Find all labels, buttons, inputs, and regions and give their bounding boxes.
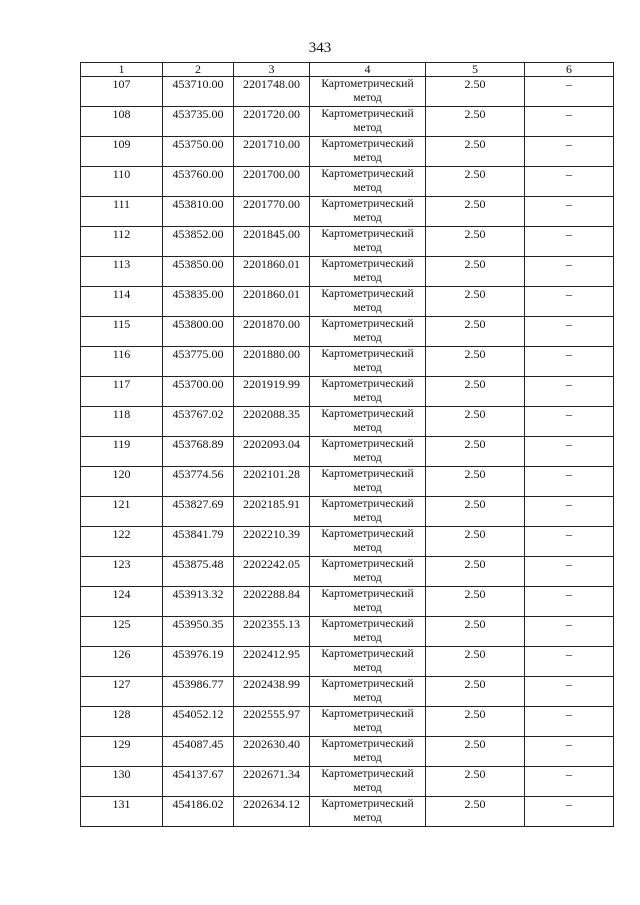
accuracy: 2.50	[426, 587, 525, 617]
note: –	[525, 437, 614, 467]
method-cell	[310, 467, 426, 497]
point-number: 131	[81, 797, 163, 827]
coord-y: 2202185.91	[234, 497, 310, 527]
method-line-2: метод	[353, 92, 382, 104]
method-line-1: Картометрический	[321, 528, 414, 540]
table-row	[81, 137, 614, 167]
coord-x: 453700.00	[163, 377, 234, 407]
point-number: 129	[81, 737, 163, 767]
point-number: 130	[81, 767, 163, 797]
method-cell	[310, 677, 426, 707]
method-line-2: метод	[353, 392, 382, 404]
point-number: 124	[81, 587, 163, 617]
table-header	[81, 63, 614, 77]
note: –	[525, 197, 614, 227]
coord-x: 453827.69	[163, 497, 234, 527]
method-line-1: Картометрический	[321, 618, 414, 630]
table-row	[81, 707, 614, 737]
table-row	[81, 797, 614, 827]
coord-y: 2201880.00	[234, 347, 310, 377]
coord-x: 453800.00	[163, 317, 234, 347]
method-line-2: метод	[353, 212, 382, 224]
note: –	[525, 287, 614, 317]
method-line-2: метод	[353, 242, 382, 254]
method-line-2: метод	[353, 542, 382, 554]
note: –	[525, 527, 614, 557]
point-number: 121	[81, 497, 163, 527]
note: –	[525, 227, 614, 257]
method-line-1: Картометрический	[321, 258, 414, 270]
method-line-1: Картометрический	[321, 768, 414, 780]
coord-x: 453852.00	[163, 227, 234, 257]
table-row	[81, 737, 614, 767]
method-cell	[310, 797, 426, 827]
method-line-1: Картометрический	[321, 318, 414, 330]
accuracy: 2.50	[426, 677, 525, 707]
method-cell	[310, 347, 426, 377]
method-cell	[310, 257, 426, 287]
note: –	[525, 257, 614, 287]
header-col-6: 6	[525, 63, 614, 77]
point-number: 119	[81, 437, 163, 467]
coord-y: 2202093.04	[234, 437, 310, 467]
coord-y: 2201700.00	[234, 167, 310, 197]
method-line-2: метод	[353, 692, 382, 704]
page-number: 343	[308, 40, 332, 56]
point-number: 116	[81, 347, 163, 377]
method-line-1: Картометрический	[321, 408, 414, 420]
coord-y: 2202101.28	[234, 467, 310, 497]
accuracy: 2.50	[426, 167, 525, 197]
point-number: 109	[81, 137, 163, 167]
method-cell	[310, 737, 426, 767]
header-col-5: 5	[426, 63, 525, 77]
method-line-1: Картометрический	[321, 498, 414, 510]
method-line-2: метод	[353, 332, 382, 344]
coord-x: 453913.32	[163, 587, 234, 617]
point-number: 113	[81, 257, 163, 287]
accuracy: 2.50	[426, 437, 525, 467]
coord-y: 2201710.00	[234, 137, 310, 167]
method-cell	[310, 107, 426, 137]
method-line-1: Картометрический	[321, 168, 414, 180]
method-cell	[310, 617, 426, 647]
method-line-1: Картометрический	[321, 438, 414, 450]
coord-x: 453976.19	[163, 647, 234, 677]
accuracy: 2.50	[426, 317, 525, 347]
method-line-2: метод	[353, 272, 382, 284]
method-line-1: Картометрический	[321, 198, 414, 210]
accuracy: 2.50	[426, 137, 525, 167]
coord-x: 453850.00	[163, 257, 234, 287]
accuracy: 2.50	[426, 797, 525, 827]
coordinates-table	[80, 62, 614, 827]
method-line-2: метод	[353, 602, 382, 614]
method-cell	[310, 437, 426, 467]
note: –	[525, 377, 614, 407]
method-line-2: метод	[353, 482, 382, 494]
coord-y: 2201860.01	[234, 257, 310, 287]
point-number: 127	[81, 677, 163, 707]
method-line-1: Картометрический	[321, 558, 414, 570]
coord-x: 453710.00	[163, 77, 234, 107]
accuracy: 2.50	[426, 497, 525, 527]
accuracy: 2.50	[426, 527, 525, 557]
table-row	[81, 197, 614, 227]
coord-y: 2201845.00	[234, 227, 310, 257]
coord-x: 453950.35	[163, 617, 234, 647]
point-number: 126	[81, 647, 163, 677]
coord-x: 453810.00	[163, 197, 234, 227]
note: –	[525, 407, 614, 437]
table-row	[81, 587, 614, 617]
point-number: 110	[81, 167, 163, 197]
table-row	[81, 377, 614, 407]
table-row	[81, 287, 614, 317]
method-cell	[310, 227, 426, 257]
accuracy: 2.50	[426, 407, 525, 437]
accuracy: 2.50	[426, 347, 525, 377]
accuracy: 2.50	[426, 107, 525, 137]
accuracy: 2.50	[426, 617, 525, 647]
accuracy: 2.50	[426, 707, 525, 737]
coord-x: 453986.77	[163, 677, 234, 707]
point-number: 111	[81, 197, 163, 227]
accuracy: 2.50	[426, 77, 525, 107]
table-row	[81, 677, 614, 707]
method-line-2: метод	[353, 122, 382, 134]
method-cell	[310, 647, 426, 677]
note: –	[525, 497, 614, 527]
table-row	[81, 347, 614, 377]
table-row	[81, 437, 614, 467]
method-cell	[310, 137, 426, 167]
method-line-2: метод	[353, 632, 382, 644]
coord-y: 2202438.99	[234, 677, 310, 707]
method-line-2: метод	[353, 452, 382, 464]
note: –	[525, 737, 614, 767]
coord-y: 2202555.97	[234, 707, 310, 737]
note: –	[525, 347, 614, 377]
method-line-1: Картометрический	[321, 588, 414, 600]
note: –	[525, 617, 614, 647]
note: –	[525, 767, 614, 797]
header-col-3: 3	[234, 63, 310, 77]
method-line-1: Картометрический	[321, 738, 414, 750]
note: –	[525, 707, 614, 737]
accuracy: 2.50	[426, 197, 525, 227]
point-number: 122	[81, 527, 163, 557]
coord-y: 2201919.99	[234, 377, 310, 407]
table-row	[81, 557, 614, 587]
note: –	[525, 77, 614, 107]
method-line-2: метод	[353, 512, 382, 524]
method-cell	[310, 377, 426, 407]
coord-y: 2201720.00	[234, 107, 310, 137]
point-number: 108	[81, 107, 163, 137]
note: –	[525, 797, 614, 827]
method-line-1: Картометрический	[321, 798, 414, 810]
method-line-2: метод	[353, 182, 382, 194]
coord-y: 2201770.00	[234, 197, 310, 227]
header-row	[81, 63, 614, 77]
coord-y: 2202355.13	[234, 617, 310, 647]
method-line-2: метод	[353, 302, 382, 314]
table-row	[81, 107, 614, 137]
method-cell	[310, 77, 426, 107]
note: –	[525, 107, 614, 137]
table-row	[81, 497, 614, 527]
coord-y: 2202630.40	[234, 737, 310, 767]
note: –	[525, 467, 614, 497]
method-line-1: Картометрический	[321, 468, 414, 480]
coord-y: 2201870.00	[234, 317, 310, 347]
accuracy: 2.50	[426, 377, 525, 407]
coord-x: 453835.00	[163, 287, 234, 317]
method-cell	[310, 167, 426, 197]
table-row	[81, 227, 614, 257]
method-line-1: Картометрический	[321, 108, 414, 120]
coord-y: 2202671.34	[234, 767, 310, 797]
accuracy: 2.50	[426, 467, 525, 497]
coord-y: 2201748.00	[234, 77, 310, 107]
method-line-2: метод	[353, 662, 382, 674]
table-row	[81, 527, 614, 557]
coord-y: 2202242.05	[234, 557, 310, 587]
method-cell	[310, 407, 426, 437]
note: –	[525, 677, 614, 707]
accuracy: 2.50	[426, 257, 525, 287]
note: –	[525, 587, 614, 617]
method-line-2: метод	[353, 782, 382, 794]
accuracy: 2.50	[426, 557, 525, 587]
method-cell	[310, 497, 426, 527]
coord-x: 453750.00	[163, 137, 234, 167]
method-cell	[310, 317, 426, 347]
note: –	[525, 317, 614, 347]
method-cell	[310, 287, 426, 317]
method-line-2: метод	[353, 152, 382, 164]
method-line-1: Картометрический	[321, 348, 414, 360]
point-number: 123	[81, 557, 163, 587]
point-number: 120	[81, 467, 163, 497]
coord-x: 453774.56	[163, 467, 234, 497]
coord-x: 453767.02	[163, 407, 234, 437]
note: –	[525, 557, 614, 587]
method-line-2: метод	[353, 752, 382, 764]
point-number: 115	[81, 317, 163, 347]
coord-y: 2202210.39	[234, 527, 310, 557]
coord-x: 453841.79	[163, 527, 234, 557]
method-line-2: метод	[353, 422, 382, 434]
table-row	[81, 767, 614, 797]
coord-x: 454052.12	[163, 707, 234, 737]
coord-y: 2202412.95	[234, 647, 310, 677]
method-cell	[310, 527, 426, 557]
coord-x: 453768.89	[163, 437, 234, 467]
note: –	[525, 167, 614, 197]
table-row	[81, 467, 614, 497]
accuracy: 2.50	[426, 737, 525, 767]
note: –	[525, 137, 614, 167]
coord-x: 453875.48	[163, 557, 234, 587]
method-cell	[310, 557, 426, 587]
method-line-2: метод	[353, 812, 382, 824]
coord-x: 453760.00	[163, 167, 234, 197]
table-row	[81, 617, 614, 647]
coord-y: 2201860.01	[234, 287, 310, 317]
accuracy: 2.50	[426, 767, 525, 797]
method-line-1: Картометрический	[321, 648, 414, 660]
coord-y: 2202634.12	[234, 797, 310, 827]
method-line-2: метод	[353, 572, 382, 584]
header-col-4: 4	[310, 63, 426, 77]
table-row	[81, 257, 614, 287]
table-body	[81, 77, 614, 827]
coord-y: 2202088.35	[234, 407, 310, 437]
note: –	[525, 647, 614, 677]
table-row	[81, 167, 614, 197]
table-row	[81, 407, 614, 437]
method-cell	[310, 707, 426, 737]
method-line-1: Картометрический	[321, 678, 414, 690]
table-row	[81, 647, 614, 677]
accuracy: 2.50	[426, 287, 525, 317]
header-col-2: 2	[163, 63, 234, 77]
point-number: 117	[81, 377, 163, 407]
method-line-1: Картометрический	[321, 138, 414, 150]
method-line-1: Картометрический	[321, 288, 414, 300]
method-line-1: Картометрический	[321, 78, 414, 90]
point-number: 118	[81, 407, 163, 437]
table-row	[81, 77, 614, 107]
method-cell	[310, 587, 426, 617]
table-row	[81, 317, 614, 347]
method-line-2: метод	[353, 362, 382, 374]
method-line-2: метод	[353, 722, 382, 734]
point-number: 114	[81, 287, 163, 317]
point-number: 112	[81, 227, 163, 257]
coord-x: 453775.00	[163, 347, 234, 377]
coord-x: 454087.45	[163, 737, 234, 767]
coord-y: 2202288.84	[234, 587, 310, 617]
point-number: 107	[81, 77, 163, 107]
method-cell	[310, 767, 426, 797]
header-col-1: 1	[81, 63, 163, 77]
point-number: 128	[81, 707, 163, 737]
method-line-1: Картометрический	[321, 228, 414, 240]
accuracy: 2.50	[426, 227, 525, 257]
method-line-1: Картометрический	[321, 378, 414, 390]
point-number: 125	[81, 617, 163, 647]
coord-x: 454137.67	[163, 767, 234, 797]
accuracy: 2.50	[426, 647, 525, 677]
method-line-1: Картометрический	[321, 708, 414, 720]
coord-x: 453735.00	[163, 107, 234, 137]
method-cell	[310, 197, 426, 227]
coord-x: 454186.02	[163, 797, 234, 827]
